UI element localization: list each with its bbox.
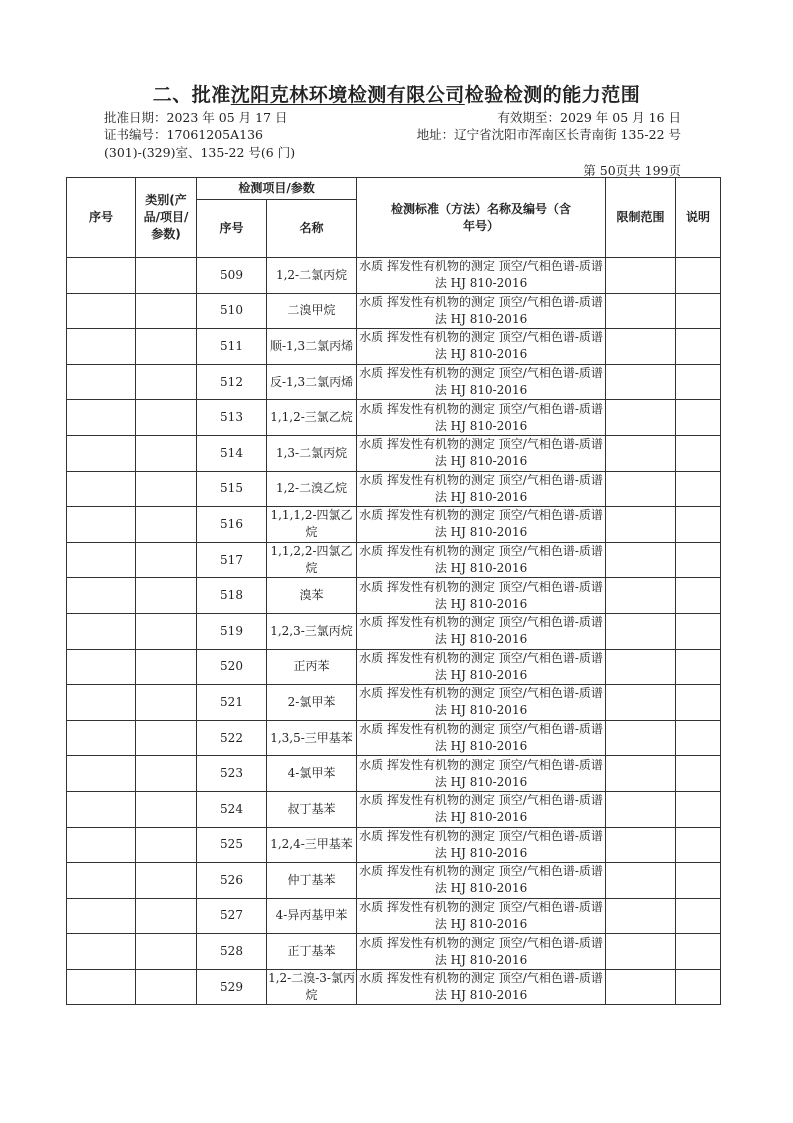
- row-item-seq: 517: [197, 542, 267, 578]
- row-note-cell: [676, 613, 721, 649]
- table-row: [67, 827, 721, 863]
- row-item-seq: 509: [197, 258, 267, 294]
- row-standard: 水质 挥发性有机物的测定 顶空/气相色谱-质谱法 HJ 810-2016: [357, 258, 606, 294]
- header-item-group: 检测项目/参数: [197, 178, 357, 200]
- row-limit-cell: [606, 542, 676, 578]
- row-seq-cell: [67, 471, 136, 507]
- table-row: [67, 756, 721, 792]
- row-standard: 水质 挥发性有机物的测定 顶空/气相色谱-质谱法 HJ 810-2016: [357, 471, 606, 507]
- row-seq-cell: [67, 649, 136, 685]
- row-standard: 水质 挥发性有机物的测定 顶空/气相色谱-质谱法 HJ 810-2016: [357, 720, 606, 756]
- table-row: [67, 863, 721, 899]
- row-standard: 水质 挥发性有机物的测定 顶空/气相色谱-质谱法 HJ 810-2016: [357, 863, 606, 899]
- row-item-seq: 511: [197, 329, 267, 365]
- row-seq-cell: [67, 827, 136, 863]
- row-item-name: 1,2,4-三甲基苯: [267, 827, 357, 863]
- row-standard: 水质 挥发性有机物的测定 顶空/气相色谱-质谱法 HJ 810-2016: [357, 649, 606, 685]
- row-limit-cell: [606, 435, 676, 471]
- row-note-cell: [676, 400, 721, 436]
- row-limit-cell: [606, 400, 676, 436]
- row-category-cell: [136, 435, 197, 471]
- row-standard: 水质 挥发性有机物的测定 顶空/气相色谱-质谱法 HJ 810-2016: [357, 435, 606, 471]
- row-item-seq: 516: [197, 507, 267, 543]
- row-item-name: 正丙苯: [267, 649, 357, 685]
- row-seq-cell: [67, 685, 136, 721]
- row-limit-cell: [606, 364, 676, 400]
- table-row: [67, 720, 721, 756]
- row-item-seq: 515: [197, 471, 267, 507]
- row-seq-cell: [67, 863, 136, 899]
- row-seq-cell: [67, 791, 136, 827]
- row-limit-cell: [606, 329, 676, 365]
- row-item-name: 反-1,3二氯丙烯: [267, 364, 357, 400]
- table-body: [67, 258, 721, 1005]
- row-standard: 水质 挥发性有机物的测定 顶空/气相色谱-质谱法 HJ 810-2016: [357, 400, 606, 436]
- row-item-name: 1,3-二氯丙烷: [267, 435, 357, 471]
- row-standard: 水质 挥发性有机物的测定 顶空/气相色谱-质谱法 HJ 810-2016: [357, 364, 606, 400]
- row-item-seq: 525: [197, 827, 267, 863]
- row-note-cell: [676, 685, 721, 721]
- table-row: [67, 649, 721, 685]
- row-category-cell: [136, 934, 197, 970]
- row-category-cell: [136, 685, 197, 721]
- row-note-cell: [676, 934, 721, 970]
- row-item-seq: 514: [197, 435, 267, 471]
- row-note-cell: [676, 791, 721, 827]
- page-title: [0, 80, 793, 107]
- row-standard: 水质 挥发性有机物的测定 顶空/气相色谱-质谱法 HJ 810-2016: [357, 791, 606, 827]
- row-note-cell: [676, 756, 721, 792]
- row-limit-cell: [606, 934, 676, 970]
- row-note-cell: [676, 827, 721, 863]
- row-item-name: 二溴甲烷: [267, 293, 357, 329]
- row-limit-cell: [606, 898, 676, 934]
- row-limit-cell: [606, 863, 676, 899]
- row-item-seq: 527: [197, 898, 267, 934]
- row-note-cell: [676, 863, 721, 899]
- table-row: [67, 898, 721, 934]
- title-company: 沈阳克林环境检测有限公司: [230, 84, 465, 106]
- row-limit-cell: [606, 507, 676, 543]
- row-item-seq: 513: [197, 400, 267, 436]
- row-item-name: 4-异丙基甲苯: [267, 898, 357, 934]
- row-note-cell: [676, 329, 721, 365]
- row-category-cell: [136, 863, 197, 899]
- row-category-cell: [136, 756, 197, 792]
- row-item-name: 4-氯甲苯: [267, 756, 357, 792]
- table-row: [67, 685, 721, 721]
- row-note-cell: [676, 720, 721, 756]
- row-item-name: 1,2-二溴-3-氯丙烷: [267, 969, 357, 1005]
- row-item-name: 叔丁基苯: [267, 791, 357, 827]
- row-note-cell: [676, 471, 721, 507]
- cert-number: 证书编号：17061205A136: [104, 127, 264, 142]
- row-item-name: 1,1,1,2-四氯乙烷: [267, 507, 357, 543]
- row-standard: 水质 挥发性有机物的测定 顶空/气相色谱-质谱法 HJ 810-2016: [357, 827, 606, 863]
- row-limit-cell: [606, 969, 676, 1005]
- row-seq-cell: [67, 542, 136, 578]
- row-seq-cell: [67, 507, 136, 543]
- capability-table: [66, 177, 721, 1005]
- row-standard: 水质 挥发性有机物的测定 顶空/气相色谱-质谱法 HJ 810-2016: [357, 507, 606, 543]
- row-seq-cell: [67, 329, 136, 365]
- row-category-cell: [136, 258, 197, 294]
- row-item-name: 仲丁基苯: [267, 863, 357, 899]
- row-limit-cell: [606, 827, 676, 863]
- table-row: [67, 578, 721, 614]
- row-item-seq: 528: [197, 934, 267, 970]
- row-standard: 水质 挥发性有机物的测定 顶空/气相色谱-质谱法 HJ 810-2016: [357, 934, 606, 970]
- row-item-seq: 521: [197, 685, 267, 721]
- row-seq-cell: [67, 613, 136, 649]
- row-seq-cell: [67, 969, 136, 1005]
- row-seq-cell: [67, 578, 136, 614]
- row-limit-cell: [606, 685, 676, 721]
- row-seq-cell: [67, 293, 136, 329]
- table-row: [67, 258, 721, 294]
- row-note-cell: [676, 969, 721, 1005]
- row-note-cell: [676, 364, 721, 400]
- header-note: 说明: [676, 178, 721, 258]
- row-standard: 水质 挥发性有机物的测定 顶空/气相色谱-质谱法 HJ 810-2016: [357, 329, 606, 365]
- header-category: 类别(产品/项目/参数): [136, 178, 197, 258]
- table-row: [67, 364, 721, 400]
- row-item-name: 1,1,2,2-四氯乙烷: [267, 542, 357, 578]
- row-seq-cell: [67, 898, 136, 934]
- row-item-seq: 522: [197, 720, 267, 756]
- page-info: 第 50页共 199页: [583, 163, 681, 178]
- row-item-seq: 529: [197, 969, 267, 1005]
- row-category-cell: [136, 293, 197, 329]
- row-note-cell: [676, 293, 721, 329]
- title-suffix: 检验检测的能力范围: [464, 84, 641, 106]
- table-row: [67, 791, 721, 827]
- row-limit-cell: [606, 578, 676, 614]
- row-seq-cell: [67, 756, 136, 792]
- row-limit-cell: [606, 649, 676, 685]
- row-item-seq: 510: [197, 293, 267, 329]
- row-seq-cell: [67, 364, 136, 400]
- header-seq: 序号: [67, 178, 136, 258]
- row-item-seq: 526: [197, 863, 267, 899]
- row-category-cell: [136, 542, 197, 578]
- row-category-cell: [136, 471, 197, 507]
- row-limit-cell: [606, 613, 676, 649]
- row-item-seq: 519: [197, 613, 267, 649]
- row-item-name: 溴苯: [267, 578, 357, 614]
- row-category-cell: [136, 969, 197, 1005]
- row-item-name: 1,3,5-三甲基苯: [267, 720, 357, 756]
- row-item-seq: 523: [197, 756, 267, 792]
- row-category-cell: [136, 400, 197, 436]
- table-row: [67, 329, 721, 365]
- row-limit-cell: [606, 258, 676, 294]
- row-category-cell: [136, 364, 197, 400]
- table-row: [67, 435, 721, 471]
- row-seq-cell: [67, 934, 136, 970]
- row-item-name: 顺-1,3二氯丙烯: [267, 329, 357, 365]
- table-row: [67, 507, 721, 543]
- row-limit-cell: [606, 720, 676, 756]
- table-row: [67, 969, 721, 1005]
- row-item-name: 1,2,3-三氯丙烷: [267, 613, 357, 649]
- row-note-cell: [676, 435, 721, 471]
- row-standard: 水质 挥发性有机物的测定 顶空/气相色谱-质谱法 HJ 810-2016: [357, 898, 606, 934]
- table-row: [67, 542, 721, 578]
- address-continued: (301)-(329)室、135-22 号(6 门): [104, 145, 296, 160]
- title-prefix: 二、批准: [152, 84, 231, 106]
- row-item-seq: 524: [197, 791, 267, 827]
- row-note-cell: [676, 258, 721, 294]
- valid-until: 有效期至：2029 年 05 月 16 日: [497, 110, 681, 125]
- table-row: [67, 293, 721, 329]
- row-category-cell: [136, 578, 197, 614]
- table-row: [67, 934, 721, 970]
- row-note-cell: [676, 578, 721, 614]
- row-item-seq: 520: [197, 649, 267, 685]
- row-limit-cell: [606, 756, 676, 792]
- row-item-name: 2-氯甲苯: [267, 685, 357, 721]
- row-category-cell: [136, 507, 197, 543]
- approve-date: 批准日期：2023 年 05 月 17 日: [104, 110, 288, 125]
- row-limit-cell: [606, 791, 676, 827]
- table-row: [67, 613, 721, 649]
- header-item-name: 名称: [267, 200, 357, 258]
- row-standard: 水质 挥发性有机物的测定 顶空/气相色谱-质谱法 HJ 810-2016: [357, 969, 606, 1005]
- header-item-seq: 序号: [197, 200, 267, 258]
- row-category-cell: [136, 720, 197, 756]
- row-limit-cell: [606, 471, 676, 507]
- row-category-cell: [136, 791, 197, 827]
- row-standard: 水质 挥发性有机物的测定 顶空/气相色谱-质谱法 HJ 810-2016: [357, 685, 606, 721]
- row-item-seq: 512: [197, 364, 267, 400]
- row-note-cell: [676, 542, 721, 578]
- row-item-name: 1,2-二氯丙烷: [267, 258, 357, 294]
- table-row: [67, 471, 721, 507]
- row-category-cell: [136, 898, 197, 934]
- row-standard: 水质 挥发性有机物的测定 顶空/气相色谱-质谱法 HJ 810-2016: [357, 578, 606, 614]
- row-item-name: 1,1,2-三氯乙烷: [267, 400, 357, 436]
- row-standard: 水质 挥发性有机物的测定 顶空/气相色谱-质谱法 HJ 810-2016: [357, 293, 606, 329]
- row-seq-cell: [67, 400, 136, 436]
- address: 地址：辽宁省沈阳市浑南区长青南街 135-22 号: [416, 127, 681, 142]
- row-category-cell: [136, 613, 197, 649]
- row-item-name: 1,2-二溴乙烷: [267, 471, 357, 507]
- row-standard: 水质 挥发性有机物的测定 顶空/气相色谱-质谱法 HJ 810-2016: [357, 613, 606, 649]
- row-category-cell: [136, 827, 197, 863]
- row-limit-cell: [606, 293, 676, 329]
- row-item-seq: 518: [197, 578, 267, 614]
- row-note-cell: [676, 649, 721, 685]
- table-row: [67, 400, 721, 436]
- row-seq-cell: [67, 435, 136, 471]
- row-item-name: 正丁基苯: [267, 934, 357, 970]
- row-seq-cell: [67, 258, 136, 294]
- row-standard: 水质 挥发性有机物的测定 顶空/气相色谱-质谱法 HJ 810-2016: [357, 542, 606, 578]
- row-category-cell: [136, 649, 197, 685]
- row-seq-cell: [67, 720, 136, 756]
- header-limit: 限制范围: [606, 178, 676, 258]
- row-standard: 水质 挥发性有机物的测定 顶空/气相色谱-质谱法 HJ 810-2016: [357, 756, 606, 792]
- row-note-cell: [676, 898, 721, 934]
- row-note-cell: [676, 507, 721, 543]
- header-standard: 检测标准（方法）名称及编号（含年号）: [357, 178, 606, 258]
- row-category-cell: [136, 329, 197, 365]
